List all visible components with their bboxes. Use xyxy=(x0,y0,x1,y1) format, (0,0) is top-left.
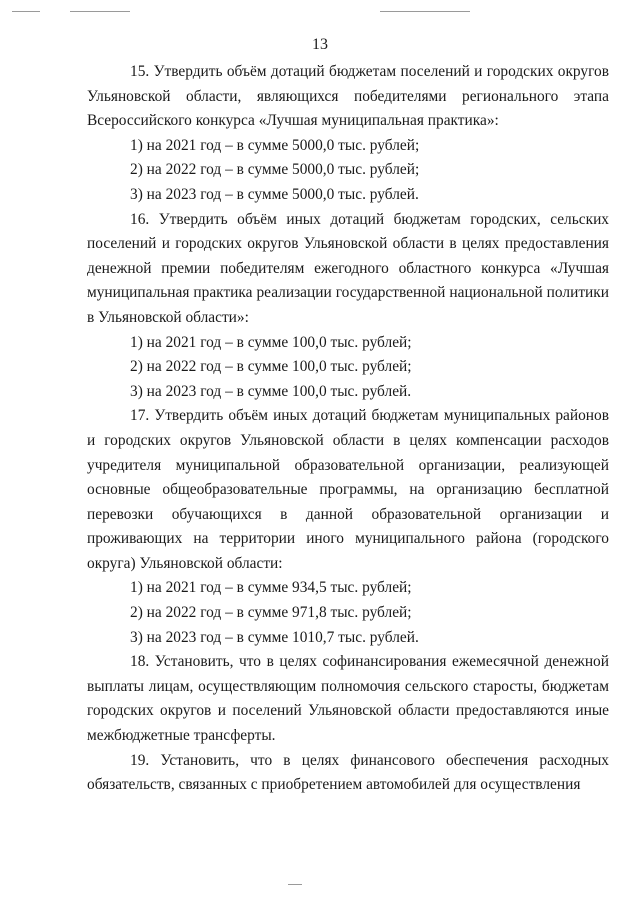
document-body xyxy=(87,60,609,798)
list-item: 2) на 2022 год – в сумме 100,0 тыс. рублей; xyxy=(130,358,412,376)
paragraph: 16. Утвердить объём иных дотаций бюджетам городских, сельских поселений и городских округов Ульяновской области в целях предоставления денежной премии победителям ежегодного областного конкурса «Лучшая муниципальная практика реализации государственной национальной политики в Ульяновской области»: xyxy=(87,210,609,326)
list-item: 3) на 2023 год – в сумме 5000,0 тыс. рублей. xyxy=(130,185,419,203)
list-item: 2) на 2022 год – в сумме 5000,0 тыс. рублей; xyxy=(130,161,420,179)
scan-mark xyxy=(288,884,302,885)
list-item: 1) на 2021 год – в сумме 100,0 тыс. рублей; xyxy=(130,333,412,351)
scan-edge-mark xyxy=(380,11,470,12)
list-item: 3) на 2023 год – в сумме 1010,7 тыс. рублей. xyxy=(130,628,419,646)
scan-edge-mark xyxy=(12,11,40,12)
list-item: 3) на 2023 год – в сумме 100,0 тыс. рублей. xyxy=(130,382,412,400)
page-number: 13 xyxy=(312,36,328,53)
paragraph: 18. Установить, что в целях софинансирования ежемесячной денежной выплаты лицам, осуществляющим полномочия сельского старосты, бюджетам городских округов и поселений Ульяновской области предоставляются иные межбюджетные трансферты. xyxy=(87,653,609,745)
list-item: 2) на 2022 год – в сумме 971,8 тыс. рублей; xyxy=(130,604,412,622)
paragraph: 15. Утвердить объём дотаций бюджетам поселений и городских округов Ульяновской области, являющихся победителями регионального этапа Всероссийского конкурса «Лучшая муниципальная практика»: xyxy=(87,63,609,130)
paragraph: 17. Утвердить объём иных дотаций бюджетам муниципальных районов и городских округов Ульяновской области в целях компенсации расходов учредителя муниципальной образовательной организации, реализующей основные общеобразовательные программы, на организацию бесплатной перевозки обучающихся в данной образовательной организации и проживающих на территории иного муниципального района (городского округа) Ульяновской области: xyxy=(87,407,609,572)
list-item: 1) на 2021 год – в сумме 5000,0 тыс. рублей; xyxy=(130,136,420,154)
list-item: 1) на 2021 год – в сумме 934,5 тыс. рублей; xyxy=(130,579,412,597)
paragraph: 19. Установить, что в целях финансового обеспечения расходных обязательств, связанных с приобретением автомобилей для осуществления xyxy=(87,751,609,794)
scan-edge-mark xyxy=(70,11,130,12)
